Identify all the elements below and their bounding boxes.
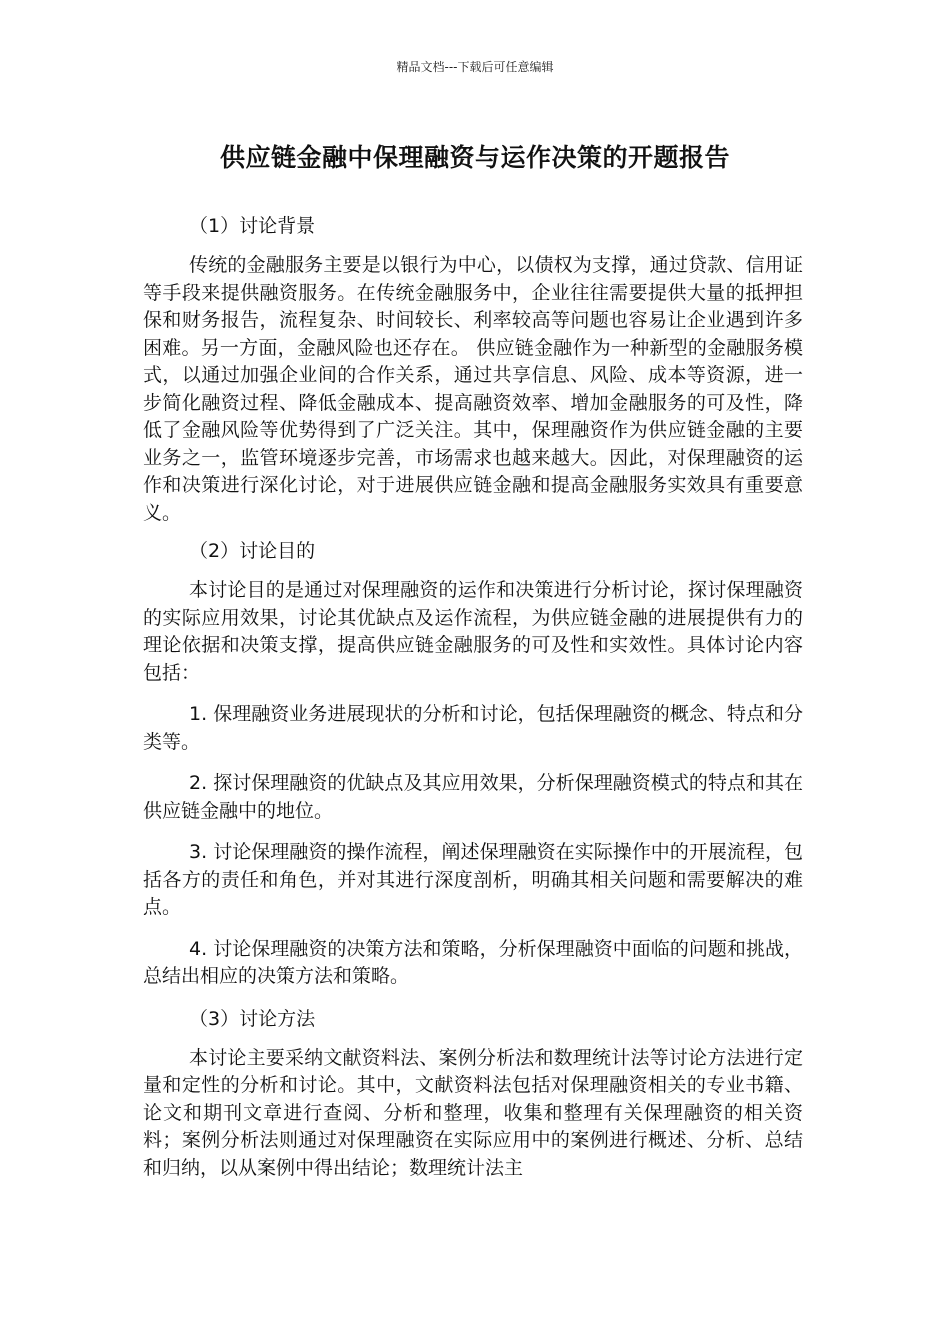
background-paragraph: 传统的金融服务主要是以银行为中心，以债权为支撑，通过贷款、信用证等手段来提供融资服务。在传统金融服务中，企业往往需要提供大量的抵押担保和财务报告，流程复杂、时间较长、利率较高等问题也容易让企业遇到许多困难。另一方面，金融风险也还存在。 供应链金融作为一种新型的金融服务模式，以通过加强企业间的合作关系，通过共享信息、风险、成本等资源，进一步简化融资过程、降低金融成本、提高融资效率、增加金融服务的可及性，降低了金融风险等优势得到了广泛关注。其中，保理融资作为供应链金融的主要业务之一，监管环境逐步完善，市场需求也越来越大。因此，对保理融资的运作和决策进行深化讨论，对于进展供应链金融和提高金融服务实效具有重要意义。 — [143, 254, 803, 524]
header-note: 精品文档---下载后可任意编辑 — [396, 60, 554, 74]
purpose-paragraph: 本讨论目的是通过对保理融资的运作和决策进行分析讨论，探讨保理融资的实际应用效果，讨论其优缺点及运作流程，为供应链金融的进展提供有力的理论依据和决策支撑，提高供应链金融服务的可及性和实效性。具体讨论内容包括： — [143, 579, 803, 684]
purpose-item-4: 4. 讨论保理融资的决策方法和策略，分析保理融资中面临的问题和挑战，总结出相应的决策方法和策略。 — [143, 937, 803, 987]
purpose-item-1: 1. 保理融资业务进展现状的分析和讨论，包括保理融资的概念、特点和分类等。 — [143, 703, 803, 753]
purpose-item-2: 2. 探讨保理融资的优缺点及其应用效果，分析保理融资模式的特点和其在供应链金融中的地位。 — [143, 772, 803, 822]
purpose-item-3: 3. 讨论保理融资的操作流程，阐述保理融资在实际操作中的开展流程，包括各方的责任和角色，并对其进行深度剖析，明确其相关问题和需要解决的难点。 — [143, 841, 803, 918]
section-heading-method: （3）讨论方法 — [189, 1007, 316, 1030]
section-heading-purpose: （2）讨论目的 — [189, 540, 316, 562]
document-body — [143, 212, 803, 1192]
document-title: 供应链金融中保理融资与运作决策的开题报告 — [219, 143, 730, 172]
section-heading-background: （1）讨论背景 — [189, 215, 316, 237]
method-paragraph: 本讨论主要采纳文献资料法、案例分析法和数理统计法等讨论方法进行定量和定性的分析和讨论。其中，文献资料法包括对保理融资相关的专业书籍、论文和期刊文章进行查阅、分析和整理，收集和整理有关保理融资的相关资料；案例分析法则通过对保理融资在实际应用中的案例进行概述、分析、总结和归纳，以从案例中得出结论；数理统计法主 — [143, 1046, 803, 1179]
